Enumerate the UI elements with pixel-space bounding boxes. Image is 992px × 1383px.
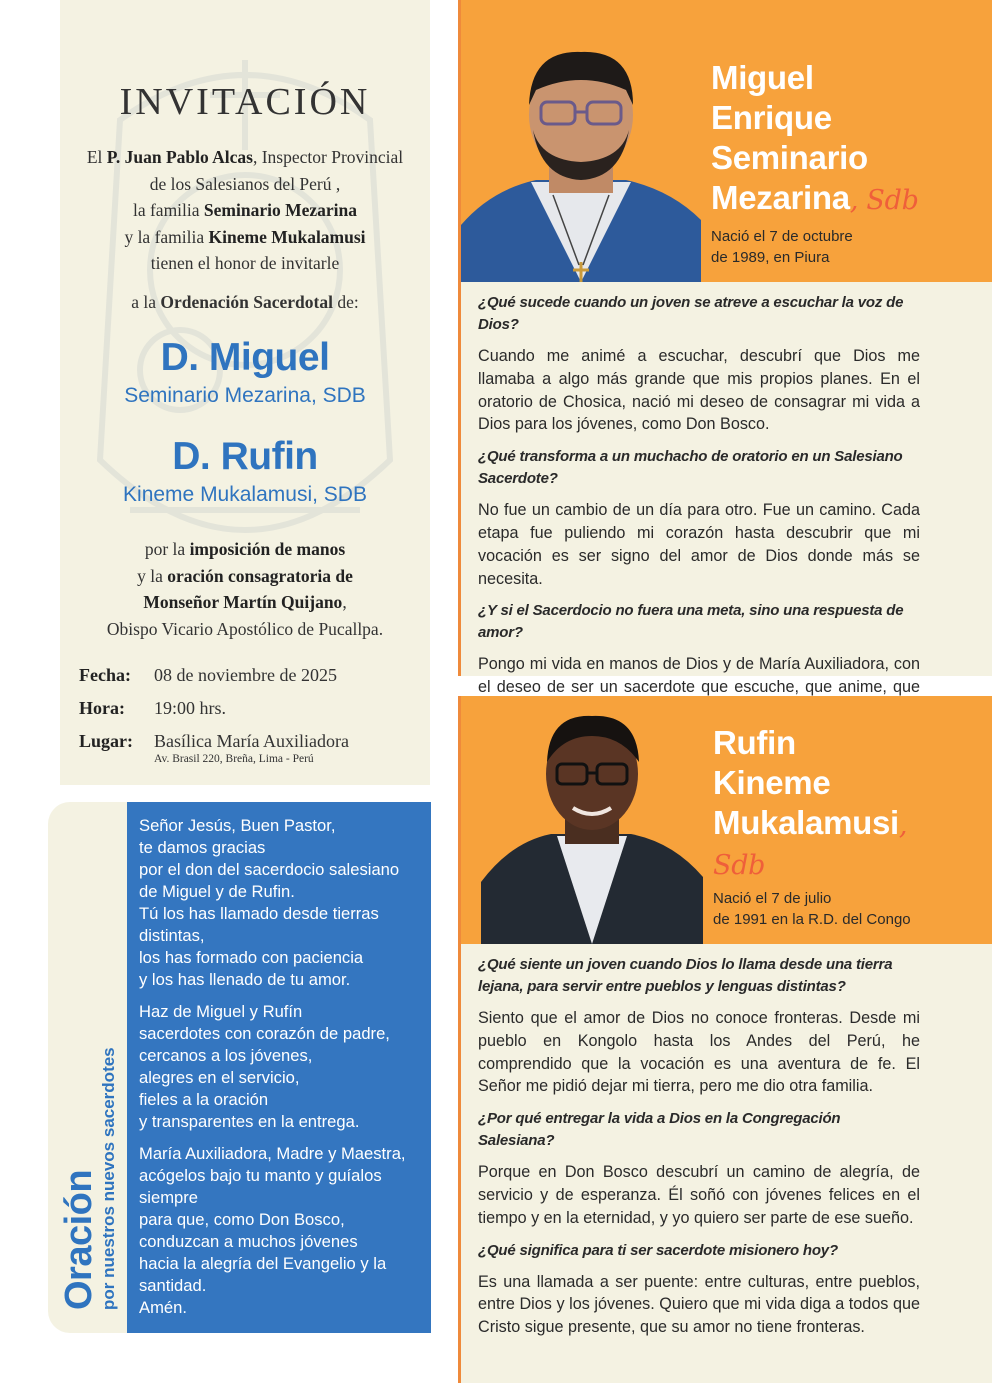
invitation-rite: por la imposición de manos y la oración consagratoria de Monseñor Martín Quijano, Obispo Vicario Apostólico de Pucallpa. bbox=[106, 539, 384, 639]
rufin-comma: , bbox=[898, 810, 908, 841]
rufin-sdb: Sdb bbox=[713, 850, 766, 881]
miguel-answer-3: Pongo mi vida en manos de Dios y de María Auxiliadora, con el deseo de ser un sacerdote que escuche, que anime, que bbox=[478, 655, 920, 697]
priest2-subtitle: Kineme Mukalamusi, SDB bbox=[123, 483, 367, 506]
priest1-name: D. Miguel bbox=[160, 336, 330, 379]
invitation-panel bbox=[60, 0, 430, 785]
prayer-stanza-2: Haz de Miguel y Rufín sacerdotes con corazón de padre, cercanos a los jóvenes, alegres en el servicio, fieles a la oración y transparentes en la entrega. bbox=[139, 1002, 390, 1131]
rufin-answer-3: Es una llamada a ser puente: entre culturas, entre pueblos, entre Dios y los jóvenes. Quiero que mi vida diga a todos que Cristo sigue presente, que su amor no tiene fronteras. bbox=[478, 1272, 920, 1337]
rufin-qa bbox=[478, 954, 920, 1349]
rufin-answer-2: Porque en Don Bosco descubrí un camino de alegría, de servicio y de esperanza. Él soñó con jóvenes felices en el tiempo y en la eternidad, y yo quiero ser parte de ese sueño. bbox=[478, 1163, 920, 1227]
invitation-hosts: El P. Juan Pablo Alcas, Inspector Provincial de los Salesianos del Perú , la familia Seminario Mezarina y la familia Kineme Mukalamusi tienen el honor de invitarle bbox=[86, 147, 404, 273]
rufin-question-1: ¿Qué siente un joven cuando Dios lo llama desde una tierra lejana, para servir entre pueblos y lenguas distintas? bbox=[478, 956, 893, 995]
miguel-question-3: ¿Y si el Sacerdocio no fuera una meta, sino una respuesta de amor? bbox=[478, 602, 904, 642]
miguel-qa bbox=[478, 292, 920, 755]
priest2-name: D. Rufin bbox=[172, 435, 318, 478]
rufin-name: Rufin Kineme Mukalamusi, Sdb bbox=[713, 723, 907, 886]
prayer-text bbox=[127, 802, 431, 1333]
miguel-birth: Nació el 7 de octubre de 1989, en Piura bbox=[711, 228, 853, 266]
miguel-answer-2: No fue un cambio de un día para otro. Fue un camino. Cada etapa fue puliendo mi corazón hasta descubrir que mi vocación es ser signo del amor de Dios donde más se necesita. bbox=[478, 501, 920, 588]
miguel-question-2: ¿Qué transforma a un muchacho de oratorio en un Salesiano Sacerdote? bbox=[478, 448, 903, 488]
rufin-answer-1: Siento que el amor de Dios no conoce fronteras. Desde mi pueblo en Kongolo hasta los Andes del Perú, he comprendido que la vocación es una aventura de fe. El Señor me pidió dejar mi tierra, pero me dio otra familia. bbox=[478, 1009, 920, 1096]
miguel-name: Miguel Enrique Seminario Mezarina, Sdb bbox=[711, 59, 919, 216]
place-label: Lugar: bbox=[79, 731, 133, 751]
rufin-question-3: ¿Qué significa para ti ser sacerdote misionero hoy? bbox=[478, 1241, 838, 1259]
miguel-photo bbox=[461, 50, 701, 282]
time-value: 19:00 hrs. bbox=[154, 698, 226, 718]
date-value: 08 de noviembre de 2025 bbox=[154, 665, 337, 685]
miguel-answer-1: Cuando me animé a escuchar, descubrí que Dios me llamaba a algo más grande que mis propios planes. En el oratorio de Chosica, nació mi deseo de consagrar mi vida a Dios para los jóvenes, como Don Bosco. bbox=[478, 347, 920, 434]
place-address: Av. Brasil 220, Breña, Lima - Perú bbox=[154, 753, 314, 765]
priest1-subtitle: Seminario Mezarina, SDB bbox=[124, 384, 366, 407]
place-value: Basílica María Auxiliadora bbox=[154, 731, 349, 751]
time-label: Hora: bbox=[79, 698, 125, 718]
prayer-stanza-3: María Auxiliadora, Madre y Maestra, acógelos bajo tu manto y guíalos siempre para que, como Don Bosco, conduzcan a muchos jóvenes hacia la alegría del Evangelio y la santidad. Amén. bbox=[139, 1144, 406, 1317]
miguel-question-1: ¿Qué sucede cuando un joven se atreve a escuchar la voz de Dios? bbox=[478, 294, 904, 333]
rufin-birth: Nació el 7 de julio de 1991 en la R.D. del Congo bbox=[713, 890, 911, 928]
invitation-event: a la Ordenación Sacerdotal de: bbox=[131, 292, 359, 312]
prayer-subtitle: por nuestros nuevos sacerdotes bbox=[99, 1047, 118, 1310]
miguel-sdb: , Sdb bbox=[849, 185, 919, 216]
prayer-title: Oración bbox=[58, 1169, 100, 1310]
prayer-heading bbox=[60, 1047, 118, 1310]
date-label: Fecha: bbox=[79, 665, 131, 685]
rufin-question-2: ¿Por qué entregar la vida a Dios en la Congregación Salesiana? bbox=[478, 1110, 841, 1150]
invitation-title: INVITACIÓN bbox=[119, 81, 371, 123]
rufin-photo bbox=[481, 712, 703, 944]
prayer-stanza-1: Señor Jesús, Buen Pastor, te damos gracias por el don del sacerdocio salesiano de Miguel y de Rufin. Tú los has llamado desde tierras distintas, los has formado con paciencia y los has llenado de tu amor. bbox=[139, 816, 400, 989]
